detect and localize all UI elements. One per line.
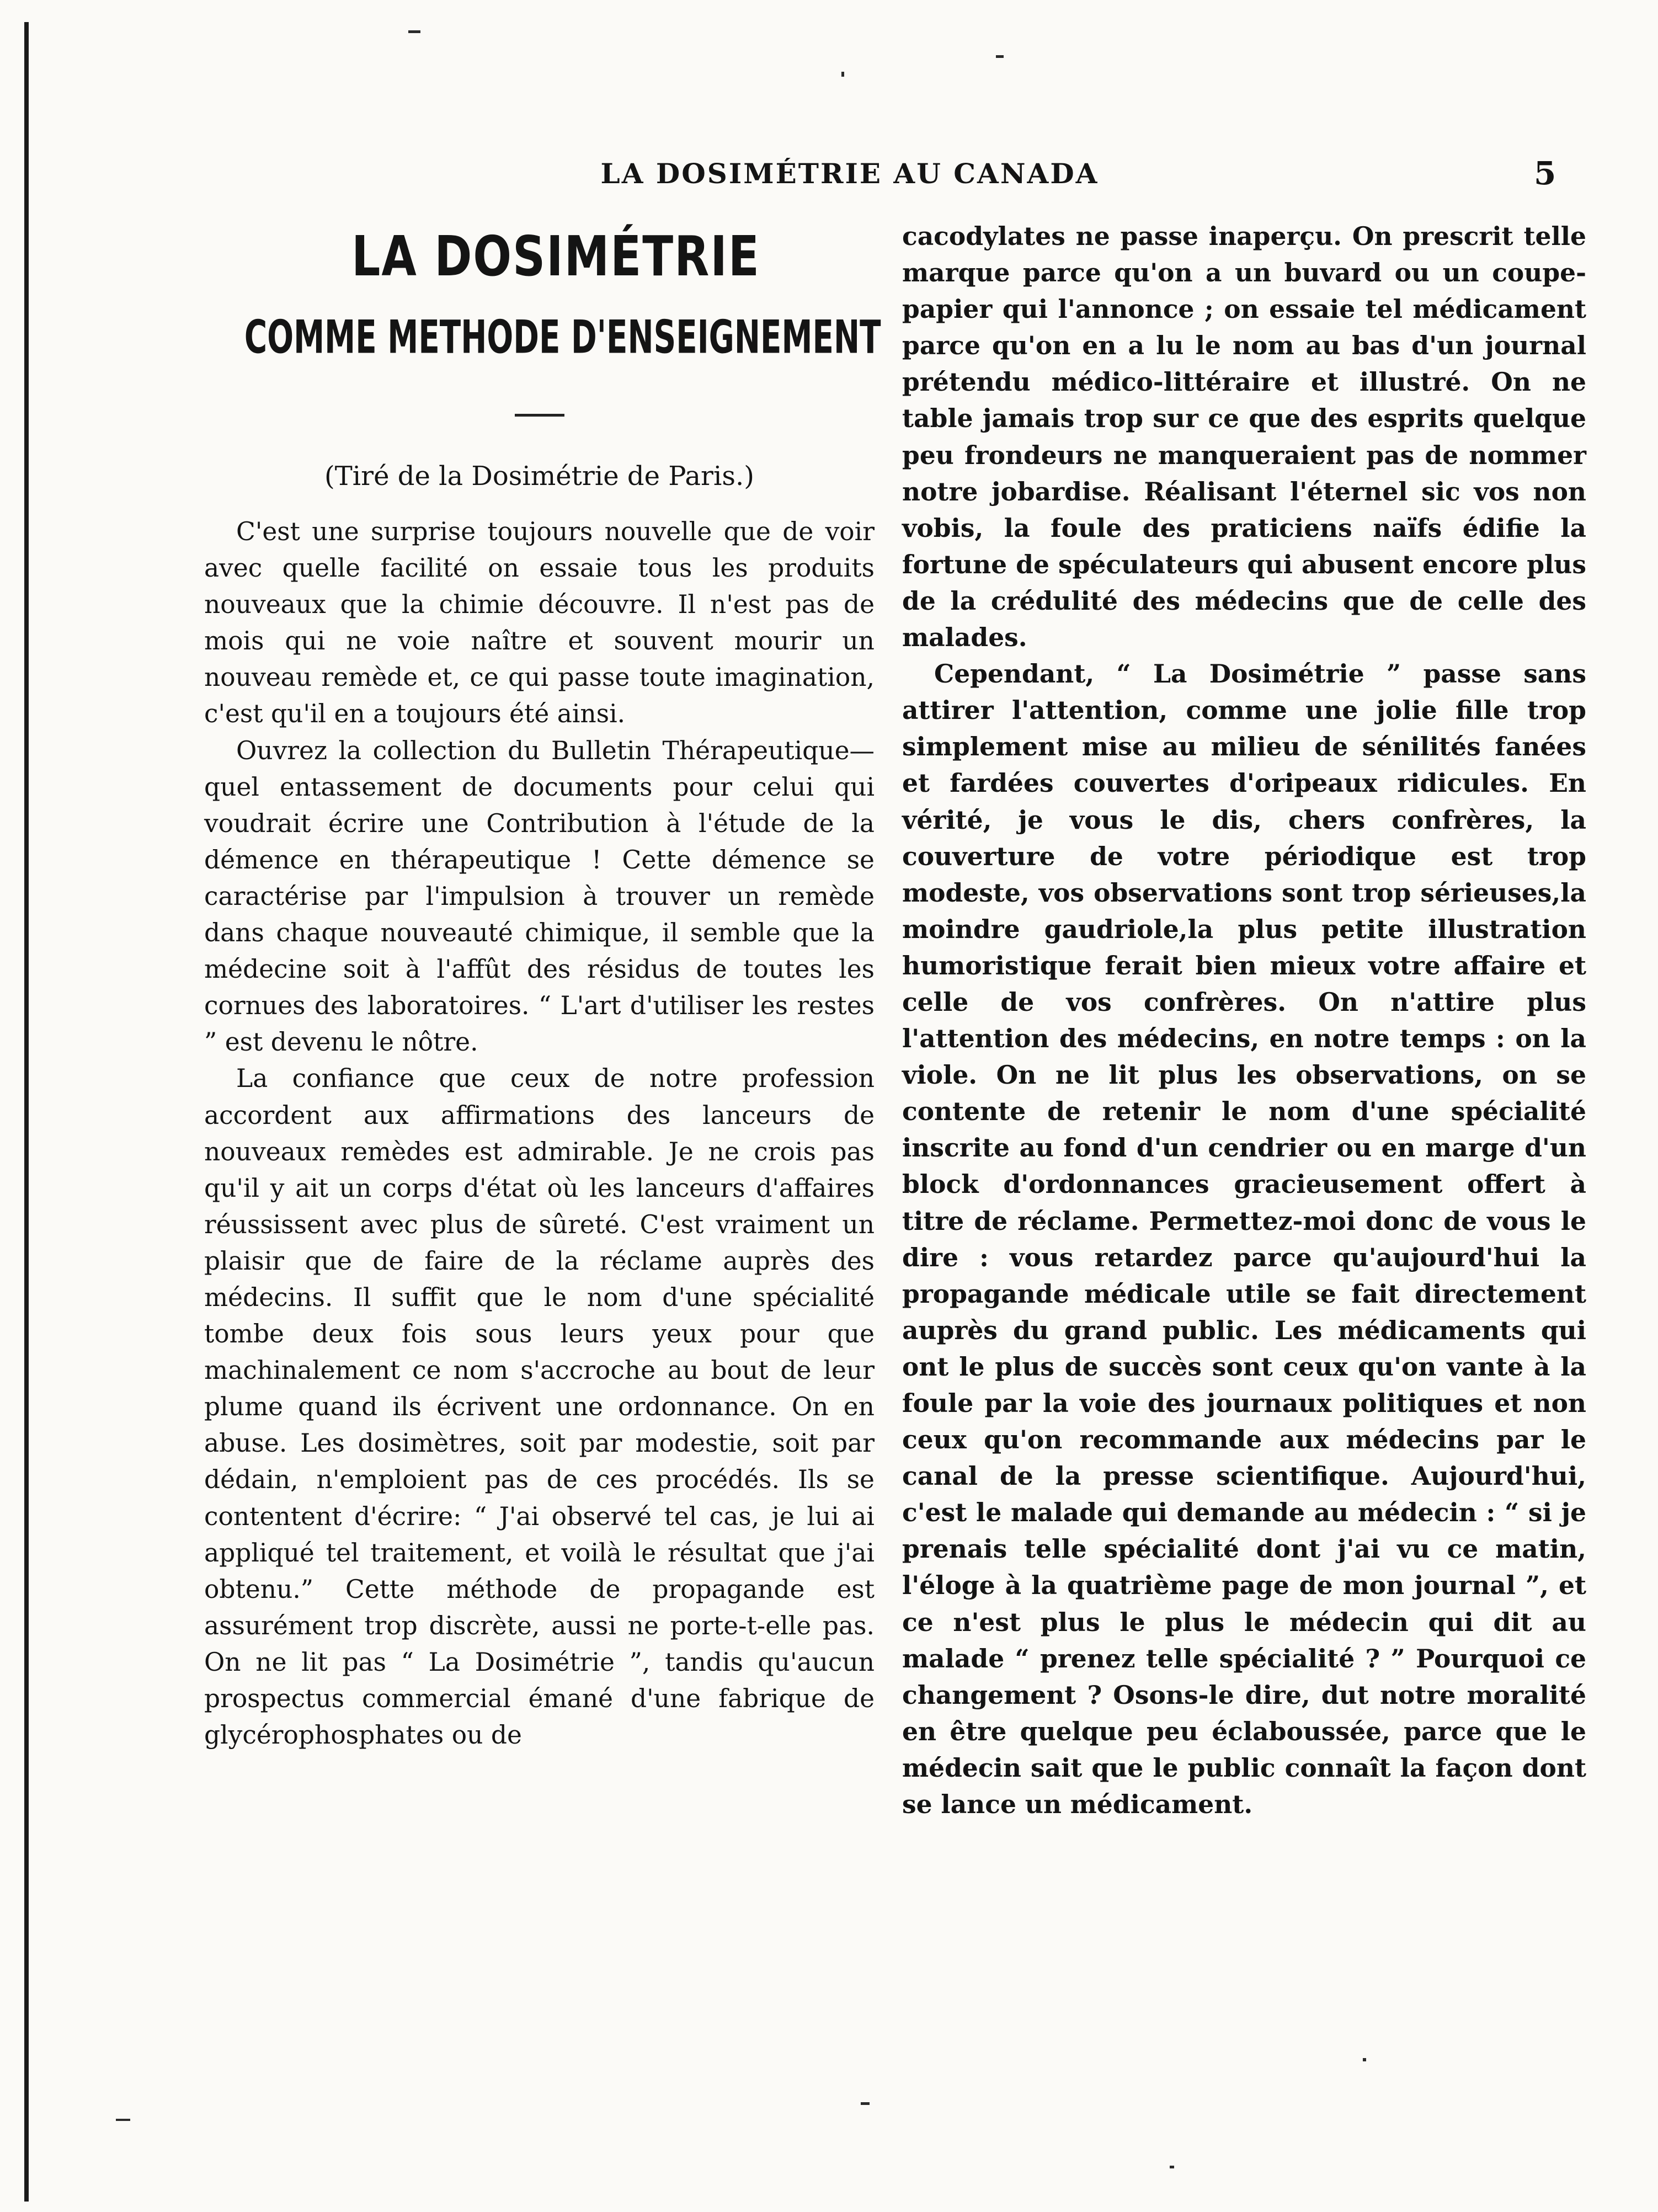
print-speck (408, 30, 420, 33)
paragraph: C'est une surprise toujours nouvelle que de voir avec quelle facilité on essaie tous les produits nouveaux que la chimie découvre. Il n'est pas de mois qui ne voie naître et souvent mourir un nouveau remède et, ce qui passe toute imagination, c'est qu'il en a toujours été ainsi. (204, 517, 875, 729)
article-subtitle: COMME METHODE D'ENSEIGNEMENT (244, 311, 881, 365)
article-title: LA DOSIMÉTRIE (351, 225, 760, 289)
paragraph: Cependant, “ La Dosimétrie ” passe sans attirer l'attention, comme une jolie fille trop simplement mise au milieu de sénilités fanées et fardées couvertes d'oripeaux ridicules. En vérité, je vous le dis, chers confrères, la couverture de votre périodique est trop modeste, vos observations sont trop sérieuses,la moindre gaudriole,la plus petite illustration humoristique ferait bien mieux votre affaire et celle de vos confrères. On n'attire plus l'attention des médecins, en notre temps : on la viole. On ne lit plus les observations, on se contente de retenir le nom d'une spécialité inscrite au fond d'un cendrier ou en marge d'un block d'ordonnances gracieusement offert à titre de réclame. Permettez-moi donc de vous le dire : vous retardez parce qu'aujourd'hui la propagande médicale utile se fait directement auprès du grand public. Les médicaments qui ont le plus de succès sont ceux qu'on vante à la foule par la voie des journaux politiques et non ceux qu'on recommande aux médecins par le canal de la presse scientifique. Aujourd'hui, c'est le malade qui demande au médecin : “ si je prenais telle spécialité dont j'ai vu ce matin, l'éloge à la quatrième page de mon journal ”, et ce n'est plus le plus le médecin qui dit au malade “ prenez telle spécialité ? ” Pourquoi ce changement ? Osons-le dire, dut notre moralité en être quelque peu éclaboussée, parce que le médecin sait que le public connaît la façon dont se lance un médicament. (902, 659, 1586, 1820)
print-speck (996, 55, 1004, 58)
print-speck (116, 2119, 130, 2121)
page-number: 5 (1534, 154, 1556, 192)
paragraph: cacodylates ne passe inaperçu. On prescrit telle marque parce qu'on a un buvard ou un coupe-papier qui l'annonce ; on essaie tel médicament parce qu'on en a lu le nom au bas d'un journal prétendu médico-littéraire et illustré. On ne table jamais trop sur ce que des esprits quelque peu frondeurs ne manqueraient pas de nommer notre jobardise. Réalisant l'éternel sic vos non vobis, la foule des praticiens naïfs édifie la fortune de spéculateurs qui abusent encore plus de la crédulité des médecins que de celle des malades. (902, 221, 1586, 653)
left-column (204, 225, 881, 1753)
print-speck (861, 2102, 870, 2105)
print-speck (841, 72, 844, 77)
paragraph: La confiance que ceux de notre profession accordent aux affirmations des lanceurs de nouveaux remèdes est admirable. Je ne crois pas qu'il y ait un corps d'état où les lanceurs d'affaires réussissent avec plus de sûreté. C'est vraiment un plaisir que de faire de la réclame auprès des médecins. Il suffit que le nom d'une spécialité tombe deux fois sous leurs yeux pour que machinalement ce nom s'accroche au bout de leur plume quand ils écrivent une ordonnance. On en abuse. Les dosimètres, soit par modestie, soit par dédain, n'emploient pas de ces procédés. Ils se contentent d'écrire: “ J'ai observé tel cas, je lui ai appliqué tel traitement, et voilà le résultat que j'ai obtenu.” Cette méthode de propagande est assurément trop discrète, aussi ne porte-t-elle pas. On ne lit pas “ La Dosimétrie ”, tandis qu'aucun prospectus commercial émané d'une fabrique de glycérophosphates ou de (204, 1064, 875, 1750)
right-column (902, 218, 1586, 1822)
print-speck (1363, 2058, 1366, 2061)
running-head: LA DOSIMÉTRIE AU CANADA (600, 157, 1099, 190)
title-separator (515, 414, 564, 417)
page-margin-rule (24, 22, 29, 2202)
paragraph: Ouvrez la collection du Bulletin Thérapeutique—quel entassement de documents pour celui qui voudrait écrire une Contribution à l'étude de la démence en thérapeutique ! Cette démence se caractérise par l'impulsion à trouver un remède dans chaque nouveauté chimique, il semble que la médecine soit à l'affût des résidus de toutes les cornues des laboratoires. “ L'art d'utiliser les restes ” est devenu le nôtre. (204, 735, 875, 1057)
article-source: (Tiré de la Dosimétrie de Paris.) (324, 461, 754, 492)
print-speck (1170, 2166, 1174, 2168)
